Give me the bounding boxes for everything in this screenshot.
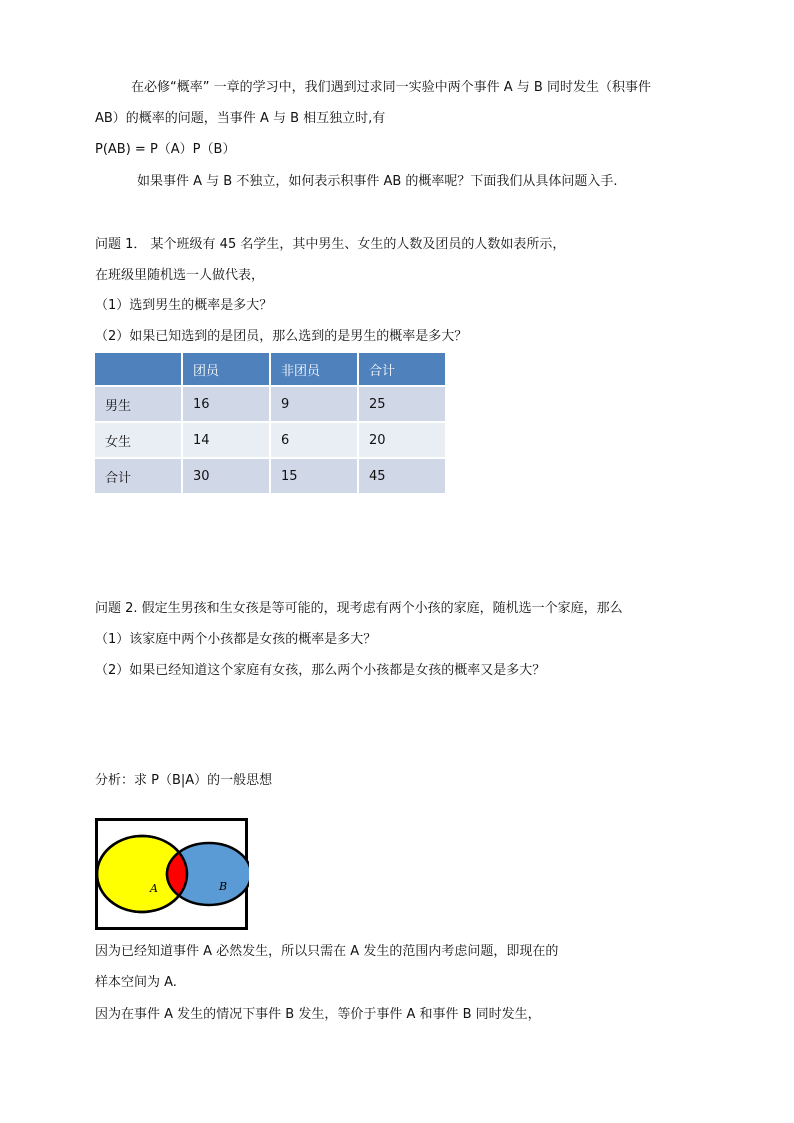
problem-1-question-1: （1）选到男生的概率是多大？	[95, 298, 273, 313]
problem-1-question-2: （2）如果已知选到的是团员，那么选到的是男生的概率是多大？	[95, 329, 468, 344]
analysis-line-3: 因为在事件 A 发生的情况下事件 B 发生，等价于事件 A 和事件 B 同时发生，	[95, 1007, 541, 1022]
table-cell: 男生	[95, 385, 183, 421]
table-cell: 20	[359, 421, 447, 457]
table-cell: 14	[183, 421, 271, 457]
formula: P(AB) = P（A）P（B）	[95, 142, 236, 157]
table-header: 团员	[183, 353, 271, 385]
table-cell: 45	[359, 457, 447, 493]
problem-2-question-1: （1）该家庭中两个小孩都是女孩的概率是多大？	[95, 632, 377, 647]
problem-1-statement-2: 在班级里随机选一人做代表，	[95, 268, 265, 283]
table-cell: 15	[271, 457, 359, 493]
table-cell: 6	[271, 421, 359, 457]
venn-diagram	[95, 818, 249, 930]
analysis-line-2: 样本空间为 A.	[95, 975, 177, 990]
table-cell: 合计	[95, 457, 183, 493]
problem-1-statement: 问题 1． 某个班级有 45 名学生，其中男生、女生的人数及团员的人数如表所示，	[95, 237, 566, 252]
table-cell: 9	[271, 385, 359, 421]
venn-label-b: B	[219, 880, 228, 893]
problem-2-statement: 问题 2. 假定生男孩和生女孩是等可能的，现考虑有两个小孩的家庭，随机选一个家庭，那么	[95, 601, 623, 616]
table-header	[95, 353, 183, 385]
student-table	[95, 353, 447, 493]
problem-2-question-2: （2）如果已经知道这个家庭有女孩，那么两个小孩都是女孩的概率又是多大？	[95, 663, 546, 678]
table-row	[95, 457, 447, 493]
table-header-row	[95, 353, 447, 385]
table-row	[95, 385, 447, 421]
analysis-title: 分析：求 P（B|A）的一般思想	[95, 773, 273, 788]
table-cell: 25	[359, 385, 447, 421]
table-cell: 女生	[95, 421, 183, 457]
table-header: 非团员	[271, 353, 359, 385]
table-row	[95, 421, 447, 457]
intro-line-1: 在必修“概率” 一章的学习中，我们遇到过求同一实验中两个事件 A 与 B 同时发生（积事件	[131, 80, 651, 95]
table-cell: 30	[183, 457, 271, 493]
table-header: 合计	[359, 353, 447, 385]
table-cell: 16	[183, 385, 271, 421]
intro-line-3: 如果事件 A 与 B 不独立，如何表示积事件 AB 的概率呢？下面我们从具体问题入手.	[137, 174, 618, 189]
intro-line-2: AB）的概率的问题，当事件 A 与 B 相互独立时,有	[95, 111, 386, 126]
analysis-line-1: 因为已经知道事件 A 必然发生，所以只需在 A 发生的范围内考虑问题，即现在的	[95, 944, 559, 959]
venn-label-a: A	[150, 882, 158, 895]
